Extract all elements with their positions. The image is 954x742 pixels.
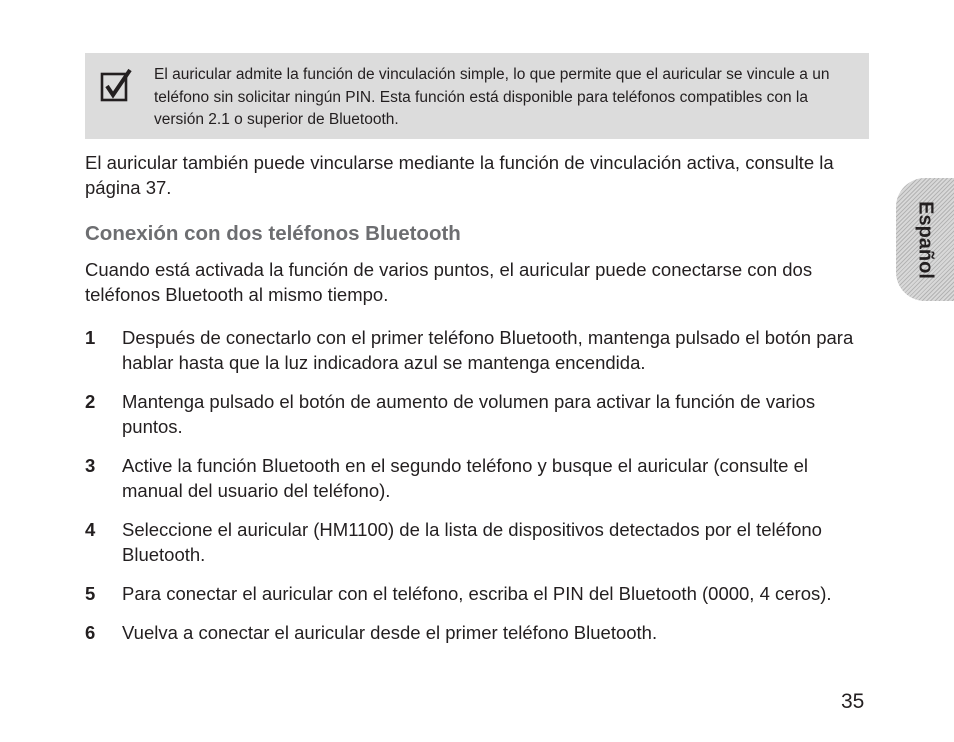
section-title: Conexión con dos teléfonos Bluetooth: [85, 222, 461, 245]
step-number: 1: [85, 327, 96, 348]
checkbox-check-icon: [100, 68, 132, 102]
step-item: [85, 453, 870, 503]
note-box: [85, 53, 869, 139]
steps-list: [85, 325, 870, 659]
page-number: 35: [841, 690, 865, 713]
step-text: Mantenga pulsado el botón de aumento de volumen para activar la función de varios puntos.: [122, 391, 816, 437]
step-item: [85, 581, 870, 606]
step-number: 2: [85, 391, 96, 412]
step-item: [85, 389, 870, 439]
step-item: [85, 620, 870, 645]
intro-paragraph: El auricular también puede vincularse mediante la función de vinculación activa, consulte la página 37.: [85, 152, 834, 198]
step-text: Active la función Bluetooth en el segundo teléfono y busque el auricular (consulte el manual del usuario del teléfono).: [122, 455, 808, 501]
section-intro: Cuando está activada la función de varios puntos, el auricular puede conectarse con dos teléfonos Bluetooth al mismo tiempo.: [85, 259, 813, 305]
note-text: El auricular admite la función de vinculación simple, lo que permite que el auricular se vincule a un teléfono sin solicitar ningún PIN. Esta función está disponible para teléfonos compatibles con la versión 2.1 o superior de Bluetooth.: [154, 66, 830, 128]
step-text: Después de conectarlo con el primer teléfono Bluetooth, mantenga pulsado el botón para hablar hasta que la luz indicadora azul se mantenga encendida.: [122, 327, 854, 373]
step-number: 6: [85, 622, 96, 643]
language-tab-label: Español: [914, 200, 937, 279]
step-number: 4: [85, 519, 96, 540]
step-item: [85, 325, 870, 375]
step-number: 3: [85, 455, 96, 476]
step-item: [85, 517, 870, 567]
step-text: Vuelva a conectar el auricular desde el primer teléfono Bluetooth.: [122, 622, 658, 643]
step-number: 5: [85, 583, 96, 604]
step-text: Para conectar el auricular con el teléfono, escriba el PIN del Bluetooth (0000, 4 ceros).: [122, 583, 832, 604]
step-text: Seleccione el auricular (HM1100) de la lista de dispositivos detectados por el teléfono Bluetooth.: [122, 519, 822, 565]
language-side-tab: [896, 178, 954, 301]
